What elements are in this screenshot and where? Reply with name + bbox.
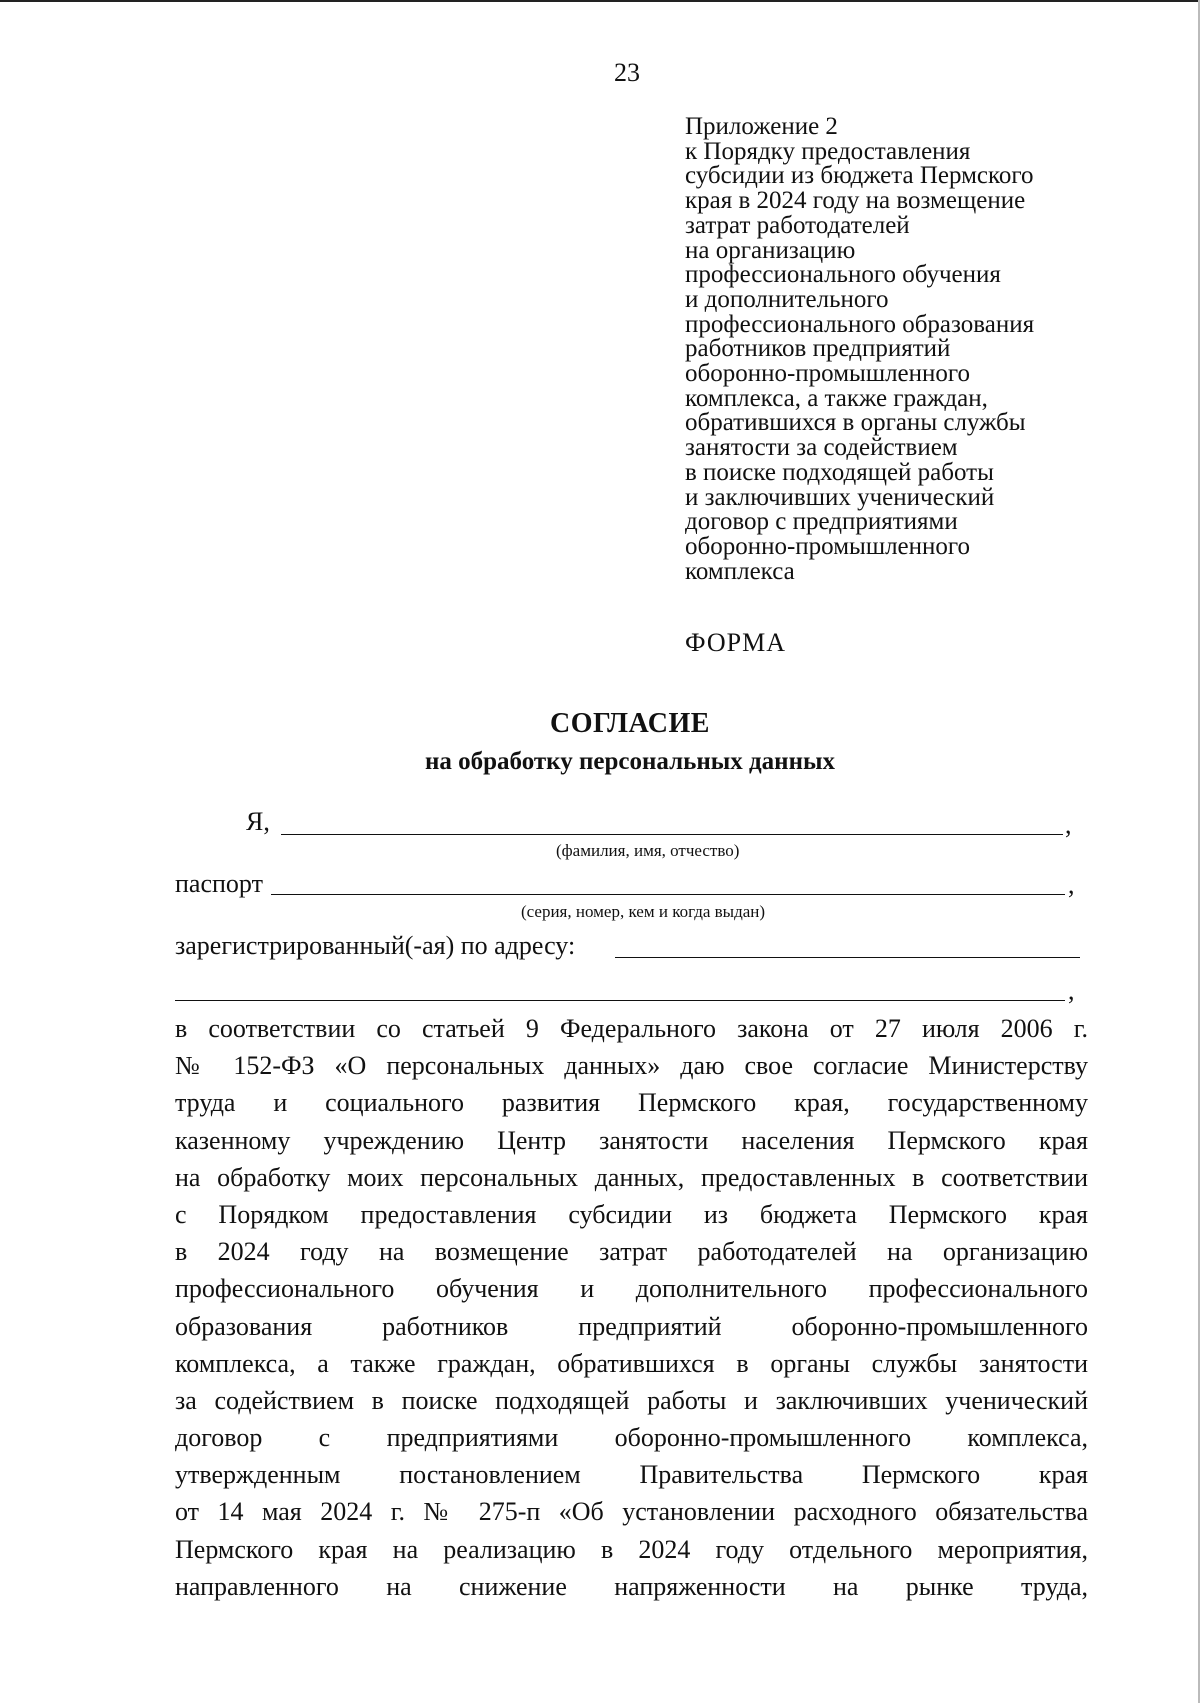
document-subtitle: на обработку персональных данных (425, 748, 835, 775)
name-comma: , (1065, 810, 1072, 839)
annex-header (685, 115, 1105, 584)
body-line: комплекса, а также граждан, обратившихся в органы службы занятости (175, 1348, 1088, 1378)
body-line: утвержденным постановлением Правительства Пермского края (175, 1460, 1088, 1490)
page-number: 23 (614, 58, 640, 87)
body-line: от 14 мая 2024 г. № 275-п «Об установлении расходного обязательства (175, 1497, 1088, 1527)
passport-label: паспорт (175, 869, 263, 898)
annex-line: на организацию (685, 236, 856, 264)
annex-line: профессионального обучения (685, 261, 1001, 289)
annex-line: и заключивших ученический (685, 483, 995, 511)
body-line: Пермского края на реализацию в 2024 году отдельного мероприятия, (175, 1534, 1088, 1564)
body-line: № 152-ФЗ «О персональных данных» даю свое согласие Министерству (175, 1051, 1088, 1081)
annex-line: и дополнительного (685, 285, 889, 313)
body-line: труда и социального развития Пермского края, государственному (175, 1088, 1088, 1118)
annex-line: Приложение 2 (685, 113, 838, 140)
body-line: образования работников предприятий оборонно-промышленного (175, 1311, 1088, 1341)
annex-line: обратившихся в органы службы (685, 409, 1026, 437)
annex-line: профессионального образования (685, 310, 1035, 338)
passport-comma: , (1068, 870, 1075, 899)
passport-hint: (серия, номер, кем и когда выдан) (521, 902, 766, 921)
page-top-edge (0, 0, 1200, 2)
address-comma: , (1068, 976, 1075, 1005)
annex-line: комплекса (685, 557, 795, 585)
name-underline[interactable] (281, 834, 1063, 835)
annex-line: оборонно-промышленного (685, 360, 971, 388)
name-prefix: Я, (246, 807, 270, 836)
annex-line: занятости за содействием (685, 434, 958, 462)
annex-line: оборонно-промышленного (685, 532, 971, 560)
passport-underline[interactable] (271, 894, 1065, 895)
body-line: за содействием в поиске подходящей работы и заключивших ученический (175, 1385, 1088, 1415)
address-label: зарегистрированный(-ая) по адресу: (175, 931, 576, 960)
body-line: в соответствии со статьей 9 Федерального закона от 27 июля 2006 г. (175, 1014, 1088, 1043)
body-line: профессионального обучения и дополнительного профессионального (175, 1274, 1088, 1304)
body-line: в 2024 году на возмещение затрат работодателей на организацию (175, 1237, 1088, 1267)
body-line: на обработку моих персональных данных, предоставленных в соответствии (175, 1162, 1088, 1192)
annex-line: работников предприятий (685, 335, 951, 363)
consent-body (175, 1010, 1088, 1605)
address-underline-1[interactable] (615, 957, 1080, 958)
annex-line: края в 2024 году на возмещение (685, 187, 1026, 215)
address-underline-2[interactable] (175, 1000, 1065, 1001)
annex-line: договор с предприятиями (685, 508, 958, 536)
annex-line: комплекса, а также граждан, (685, 384, 988, 412)
form-label: ФОРМА (685, 628, 786, 657)
body-line: с Порядком предоставления субсидии из бюджета Пермского края (175, 1199, 1088, 1229)
annex-line: в поиске подходящей работы (685, 458, 994, 486)
annex-line: затрат работодателей (685, 211, 910, 239)
body-line: казенному учреждению Центр занятости населения Пермского края (175, 1125, 1088, 1155)
body-line: направленного на снижение напряженности на рынке труда, (175, 1571, 1088, 1601)
annex-line: к Порядку предоставления (685, 137, 971, 165)
name-hint: (фамилия, имя, отчество) (556, 841, 740, 860)
annex-line: субсидии из бюджета Пермского (685, 162, 1034, 190)
document-title: СОГЛАСИЕ (550, 708, 710, 739)
body-line: договор с предприятиями оборонно-промышленного комплекса, (175, 1423, 1088, 1453)
